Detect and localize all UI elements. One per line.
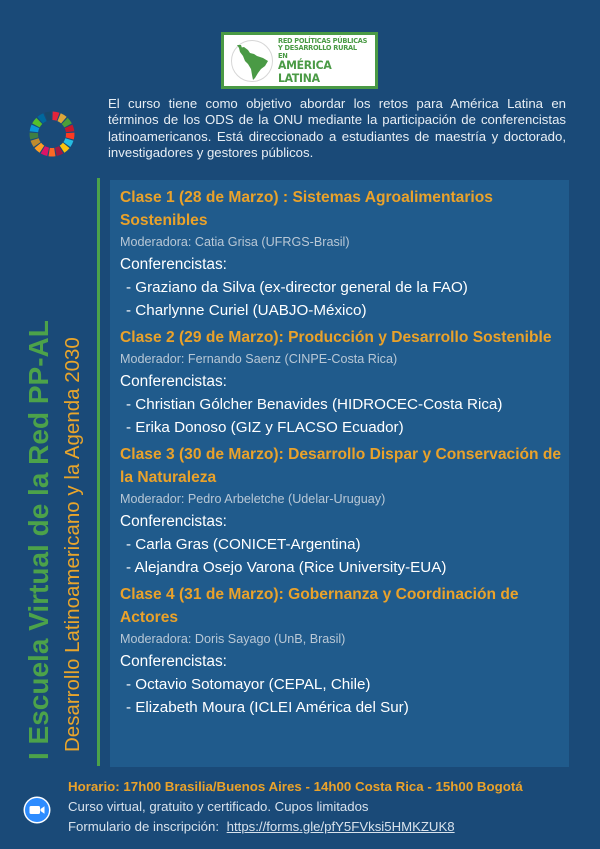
speaker-item: - Erika Donoso (GIZ y FLACSO Ecuador): [126, 419, 404, 436]
zoom-video-icon: [23, 796, 51, 824]
class-title: Clase 4 (31 de Marzo): Gobernanza y Coordinación de Actores: [120, 586, 519, 626]
class-item-1: [120, 186, 569, 322]
class-title: Clase 1 (28 de Marzo) : Sistemas Agroalimentarios Sostenibles: [120, 189, 493, 229]
logo-line-3: AMÉRICA LATINA: [278, 58, 332, 85]
speakers-label: Conferencistas:: [120, 256, 227, 273]
class-moderator: Moderadora: Catia Grisa (UFRGS-Brasil): [120, 235, 350, 249]
class-moderator: Moderador: Fernando Saenz (CINPE-Costa Rica): [120, 352, 398, 366]
speaker-item: - Christian Gólcher Benavides (HIDROCEC-Costa Rica): [126, 396, 503, 413]
class-title: Clase 3 (30 de Marzo): Desarrollo Dispar y Conservación de la Naturaleza: [120, 446, 562, 486]
event-subtitle: Desarrollo Latinoamericano y la Agenda 2030: [61, 337, 84, 752]
class-title: Clase 2 (29 de Marzo): Producción y Desarrollo Sostenible: [120, 329, 552, 346]
logo-text: [278, 37, 375, 84]
event-title: I Escuela Virtual de la Red PP-AL: [23, 320, 54, 760]
registration-line: [68, 817, 523, 837]
network-logo: [221, 32, 378, 89]
logo-line-1: RED POLÍTICAS PÚBLICAS: [278, 35, 368, 45]
speaker-item: - Octavio Sotomayor (CEPAL, Chile): [126, 676, 371, 693]
course-info: Curso virtual, gratuito y certificado. Cupos limitados: [68, 799, 369, 814]
course-description: El curso tiene como objetivo abordar los retos para América Latina en términos de los ODS de la ONU mediante la participación de conferencistas latinoamericanos. Está direccionado a estudiantes de maestría y doctorado, investigadores y gestores públicos.: [108, 96, 566, 161]
speaker-item: - Graziano da Silva (ex-director general de la FAO): [126, 279, 468, 296]
class-item-4: [120, 583, 569, 719]
speakers-label: Conferencistas:: [120, 513, 227, 530]
class-moderator: Moderadora: Doris Sayago (UnB, Brasil): [120, 632, 346, 646]
speaker-item: - Carla Gras (CONICET-Argentina): [126, 536, 361, 553]
speaker-item: - Elizabeth Moura (ICLEI América del Sur): [126, 699, 409, 716]
speakers-label: Conferencistas:: [120, 373, 227, 390]
class-item-3: [120, 443, 569, 579]
divider-line: [97, 178, 100, 766]
speakers-label: Conferencistas:: [120, 653, 227, 670]
speaker-item: - Charlynne Curiel (UABJO-México): [126, 302, 367, 319]
sdg-color-wheel-icon: [29, 111, 75, 157]
latin-america-globe-icon: [230, 39, 274, 83]
class-item-2: [120, 326, 569, 439]
logo-line-2: Y DESARROLLO RURAL EN: [278, 43, 357, 60]
class-schedule-panel: [110, 180, 569, 767]
class-moderator: Moderador: Pedro Arbeletche (Udelar-Uruguay): [120, 492, 386, 506]
registration-link[interactable]: https://forms.gle/pfY5FVksi5HMKZUK8: [226, 819, 455, 834]
registration-label: Formulario de inscripción:: [68, 819, 223, 834]
footer-info: [68, 777, 523, 837]
schedule-times: Horario: 17h00 Brasilia/Buenos Aires - 14h00 Costa Rica - 15h00 Bogotá: [68, 779, 523, 794]
speaker-item: - Alejandra Osejo Varona (Rice University-EUA): [126, 559, 447, 576]
